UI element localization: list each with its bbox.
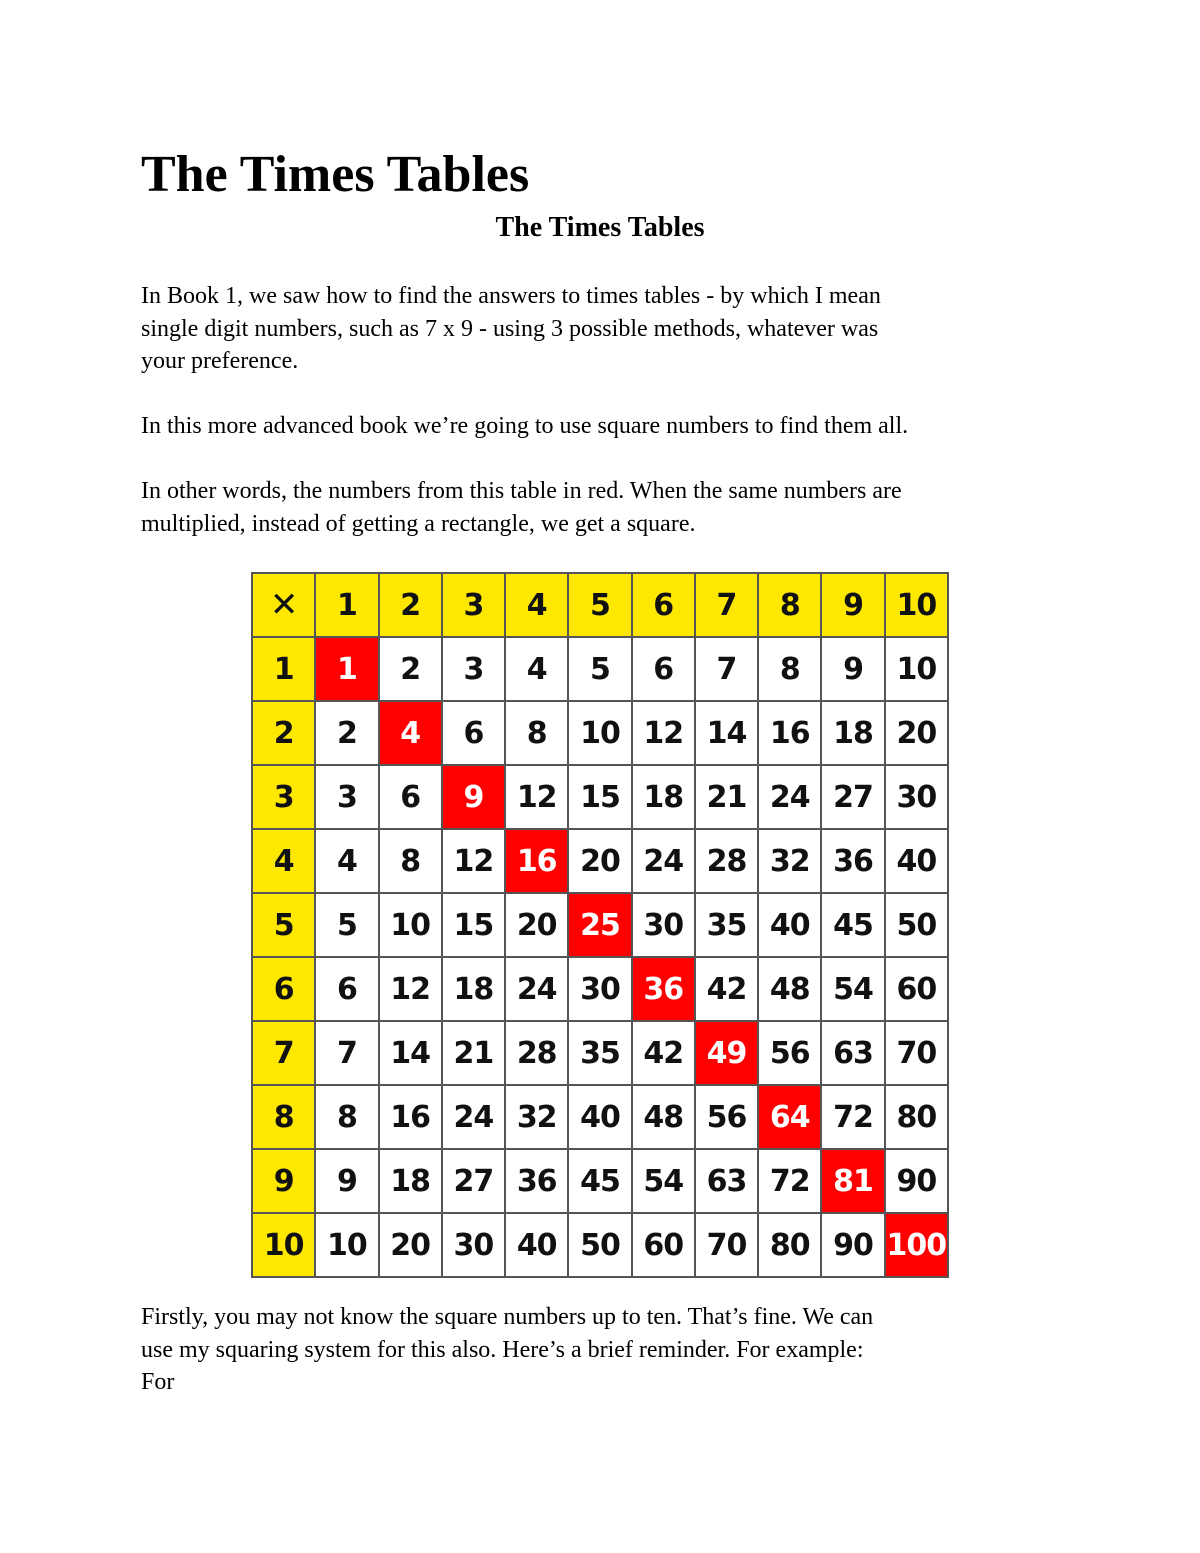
product-cell: 8 xyxy=(379,829,442,893)
square-number-cell: 81 xyxy=(821,1149,884,1213)
product-cell: 32 xyxy=(505,1085,568,1149)
product-cell: 30 xyxy=(632,893,695,957)
column-header: 10 xyxy=(885,573,948,637)
product-cell: 18 xyxy=(632,765,695,829)
table-row xyxy=(252,701,948,765)
text-line: In this more advanced book we’re going to use square numbers to find them all. xyxy=(141,413,909,439)
product-cell: 90 xyxy=(885,1149,948,1213)
product-cell: 42 xyxy=(695,957,758,1021)
row-header: 8 xyxy=(252,1085,315,1149)
product-cell: 50 xyxy=(885,893,948,957)
product-cell: 4 xyxy=(505,637,568,701)
multiply-icon: ✕ xyxy=(252,573,315,637)
product-cell: 6 xyxy=(379,765,442,829)
row-header: 1 xyxy=(252,637,315,701)
text-line: use my squaring system for this also. Here’s a brief reminder. For example: xyxy=(141,1336,864,1363)
page-subtitle: The Times Tables xyxy=(495,212,705,243)
product-cell: 5 xyxy=(568,637,631,701)
paragraph-firstly xyxy=(141,1301,1081,1399)
text-line: your preference. xyxy=(141,348,299,374)
row-header: 5 xyxy=(252,893,315,957)
product-cell: 40 xyxy=(758,893,821,957)
product-cell: 16 xyxy=(758,701,821,765)
product-cell: 32 xyxy=(758,829,821,893)
product-cell: 72 xyxy=(821,1085,884,1149)
table-row xyxy=(252,765,948,829)
product-cell: 35 xyxy=(695,893,758,957)
product-cell: 80 xyxy=(758,1213,821,1277)
square-number-cell: 1 xyxy=(315,637,378,701)
column-header: 3 xyxy=(442,573,505,637)
product-cell: 40 xyxy=(505,1213,568,1277)
column-header: 5 xyxy=(568,573,631,637)
product-cell: 56 xyxy=(695,1085,758,1149)
product-cell: 54 xyxy=(821,957,884,1021)
table-row xyxy=(252,957,948,1021)
product-cell: 24 xyxy=(442,1085,505,1149)
square-number-cell: 64 xyxy=(758,1085,821,1149)
product-cell: 8 xyxy=(505,701,568,765)
product-cell: 40 xyxy=(885,829,948,893)
product-cell: 3 xyxy=(315,765,378,829)
product-cell: 27 xyxy=(821,765,884,829)
product-cell: 21 xyxy=(442,1021,505,1085)
product-cell: 24 xyxy=(505,957,568,1021)
product-cell: 12 xyxy=(505,765,568,829)
product-cell: 8 xyxy=(315,1085,378,1149)
product-cell: 60 xyxy=(885,957,948,1021)
product-cell: 40 xyxy=(568,1085,631,1149)
square-number-cell: 25 xyxy=(568,893,631,957)
product-cell: 48 xyxy=(632,1085,695,1149)
product-cell: 10 xyxy=(315,1213,378,1277)
table-row xyxy=(252,1021,948,1085)
product-cell: 30 xyxy=(442,1213,505,1277)
product-cell: 50 xyxy=(568,1213,631,1277)
product-cell: 70 xyxy=(885,1021,948,1085)
square-number-cell: 36 xyxy=(632,957,695,1021)
product-cell: 14 xyxy=(379,1021,442,1085)
product-cell: 45 xyxy=(568,1149,631,1213)
column-header: 6 xyxy=(632,573,695,637)
product-cell: 45 xyxy=(821,893,884,957)
text-line: For xyxy=(141,1369,175,1395)
table-row xyxy=(252,1149,948,1213)
product-cell: 42 xyxy=(632,1021,695,1085)
times-table-grid xyxy=(251,572,949,1278)
column-header: 7 xyxy=(695,573,758,637)
product-cell: 9 xyxy=(315,1149,378,1213)
product-cell: 2 xyxy=(379,637,442,701)
product-cell: 7 xyxy=(315,1021,378,1085)
product-cell: 18 xyxy=(442,957,505,1021)
product-cell: 90 xyxy=(821,1213,884,1277)
product-cell: 12 xyxy=(379,957,442,1021)
product-cell: 21 xyxy=(695,765,758,829)
product-cell: 63 xyxy=(695,1149,758,1213)
text-line: single digit numbers, such as 7 x 9 - using 3 possible methods, whatever was xyxy=(141,315,879,342)
product-cell: 36 xyxy=(821,829,884,893)
text-line: Firstly, you may not know the square numbers up to ten. That’s fine. We can xyxy=(141,1304,874,1330)
product-cell: 6 xyxy=(442,701,505,765)
column-header: 8 xyxy=(758,573,821,637)
product-cell: 24 xyxy=(758,765,821,829)
product-cell: 70 xyxy=(695,1213,758,1277)
product-cell: 20 xyxy=(379,1213,442,1277)
product-cell: 12 xyxy=(442,829,505,893)
column-header: 4 xyxy=(505,573,568,637)
product-cell: 60 xyxy=(632,1213,695,1277)
square-number-cell: 4 xyxy=(379,701,442,765)
product-cell: 80 xyxy=(885,1085,948,1149)
text-line: In other words, the numbers from this table in red. When the same numbers are xyxy=(141,478,902,504)
paragraph-intro xyxy=(141,280,1081,378)
product-cell: 9 xyxy=(821,637,884,701)
page-title: The Times Tables xyxy=(141,146,530,203)
product-cell: 20 xyxy=(505,893,568,957)
row-header: 4 xyxy=(252,829,315,893)
product-cell: 56 xyxy=(758,1021,821,1085)
row-header: 3 xyxy=(252,765,315,829)
product-cell: 30 xyxy=(568,957,631,1021)
table-row xyxy=(252,1213,948,1277)
row-header: 7 xyxy=(252,1021,315,1085)
product-cell: 36 xyxy=(505,1149,568,1213)
product-cell: 54 xyxy=(632,1149,695,1213)
product-cell: 12 xyxy=(632,701,695,765)
table-row xyxy=(252,829,948,893)
column-header: 1 xyxy=(315,573,378,637)
product-cell: 27 xyxy=(442,1149,505,1213)
square-number-cell: 100 xyxy=(885,1213,948,1277)
product-cell: 4 xyxy=(315,829,378,893)
row-header: 9 xyxy=(252,1149,315,1213)
table-row xyxy=(252,637,948,701)
row-header: 6 xyxy=(252,957,315,1021)
product-cell: 18 xyxy=(379,1149,442,1213)
product-cell: 28 xyxy=(695,829,758,893)
header-row xyxy=(252,573,948,637)
product-cell: 28 xyxy=(505,1021,568,1085)
product-cell: 24 xyxy=(632,829,695,893)
square-number-cell: 49 xyxy=(695,1021,758,1085)
square-number-cell: 9 xyxy=(442,765,505,829)
product-cell: 63 xyxy=(821,1021,884,1085)
text-line: multiplied, instead of getting a rectangle, we get a square. xyxy=(141,510,696,537)
product-cell: 10 xyxy=(885,637,948,701)
product-cell: 6 xyxy=(632,637,695,701)
product-cell: 6 xyxy=(315,957,378,1021)
text-line: In Book 1, we saw how to find the answers to times tables - by which I mean xyxy=(141,283,881,309)
column-header: 2 xyxy=(379,573,442,637)
product-cell: 15 xyxy=(568,765,631,829)
product-cell: 20 xyxy=(885,701,948,765)
product-cell: 3 xyxy=(442,637,505,701)
table-row xyxy=(252,1085,948,1149)
product-cell: 14 xyxy=(695,701,758,765)
table-row xyxy=(252,893,948,957)
product-cell: 18 xyxy=(821,701,884,765)
product-cell: 5 xyxy=(315,893,378,957)
product-cell: 8 xyxy=(758,637,821,701)
product-cell: 72 xyxy=(758,1149,821,1213)
column-header: 9 xyxy=(821,573,884,637)
product-cell: 20 xyxy=(568,829,631,893)
product-cell: 7 xyxy=(695,637,758,701)
paragraph-advanced xyxy=(141,410,1081,443)
row-header: 2 xyxy=(252,701,315,765)
product-cell: 10 xyxy=(379,893,442,957)
product-cell: 35 xyxy=(568,1021,631,1085)
product-cell: 16 xyxy=(379,1085,442,1149)
row-header: 10 xyxy=(252,1213,315,1277)
product-cell: 2 xyxy=(315,701,378,765)
product-cell: 15 xyxy=(442,893,505,957)
product-cell: 48 xyxy=(758,957,821,1021)
square-number-cell: 16 xyxy=(505,829,568,893)
paragraph-red-numbers xyxy=(141,475,1081,540)
product-cell: 30 xyxy=(885,765,948,829)
product-cell: 10 xyxy=(568,701,631,765)
